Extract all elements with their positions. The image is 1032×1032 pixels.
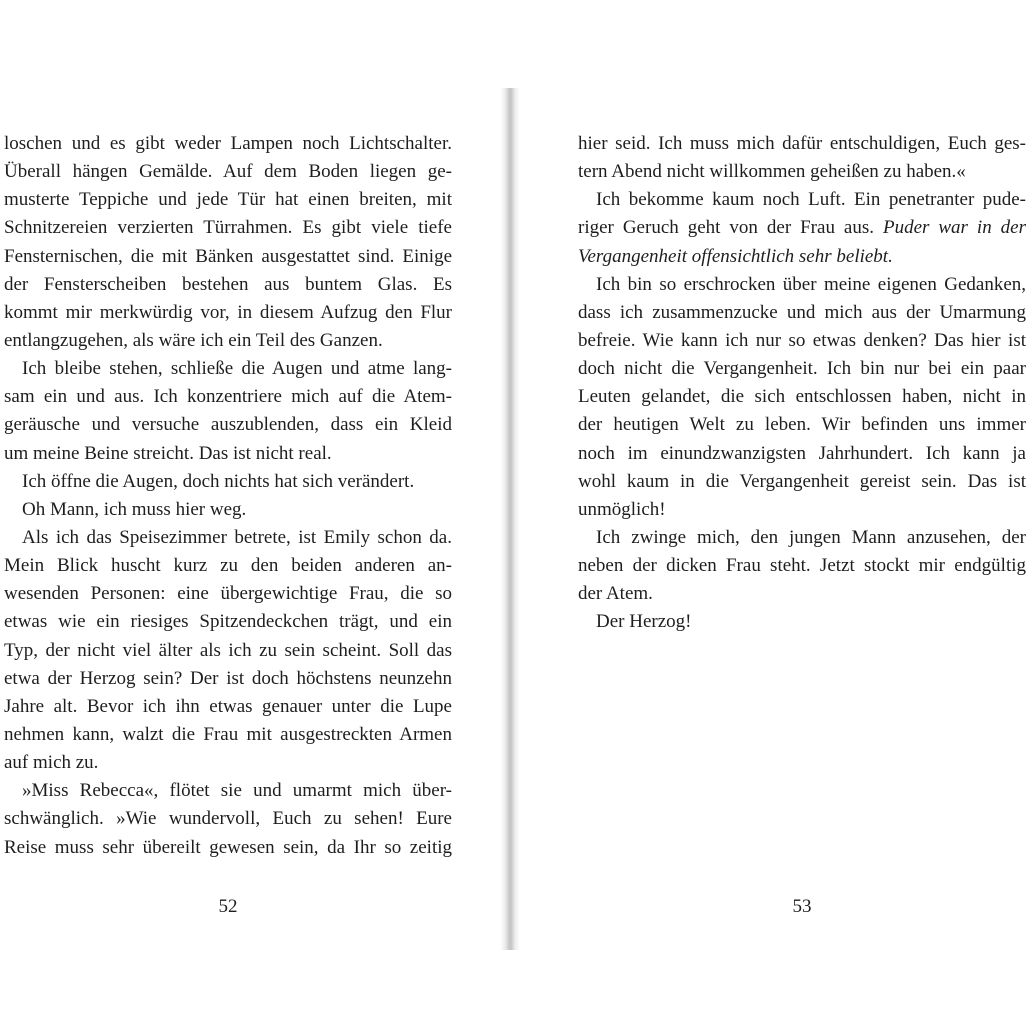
text-line-roman: entlangzugehen, als wäre ich ein Teil des Ganzen. xyxy=(4,329,383,351)
text-line-roman: auf mich zu. xyxy=(4,752,99,774)
text-line-roman: hier seid. Ich muss mich dafür entschuldigen, Euch ges- xyxy=(578,133,1026,154)
text-line xyxy=(578,130,1026,158)
text-line xyxy=(4,383,452,411)
text-line-roman: tern Abend nicht willkommen geheißen zu haben.« xyxy=(578,161,966,183)
text-line xyxy=(578,468,1026,496)
text-line xyxy=(4,299,452,327)
text-line xyxy=(578,327,1026,355)
text-line-roman: etwa der Herzog sein? Der ist doch höchstens neunzehn xyxy=(4,667,452,689)
text-line-roman: doch nicht die Vergangenheit. Ich bin nur bei ein paar xyxy=(578,358,1026,380)
text-line xyxy=(4,327,452,355)
text-line xyxy=(4,271,452,299)
text-line xyxy=(4,214,452,242)
text-line xyxy=(578,243,1026,271)
text-line xyxy=(4,130,452,158)
text-line-roman: dass ich zusammenzucke und mich aus der Umarmung xyxy=(578,301,1026,323)
page-number-right: 53 xyxy=(792,896,812,917)
text-line xyxy=(578,496,1026,524)
text-line xyxy=(4,552,452,580)
text-line xyxy=(4,186,452,214)
text-line-roman: Ich bleibe stehen, schließe die Augen und atme lang- xyxy=(22,358,452,380)
text-line-roman: der Fensterscheiben bestehen aus buntem Glas. Es xyxy=(4,273,452,295)
text-line-roman: wesenden Personen: eine übergewichtige Frau, die so xyxy=(4,583,452,605)
text-line xyxy=(578,299,1026,327)
text-line-roman: Ich bekomme kaum noch Luft. Ein penetranter pude- xyxy=(596,189,1026,211)
text-line-roman: kommt mir merkwürdig vor, in diesem Aufzug den Flur xyxy=(4,301,452,323)
text-line-roman: um meine Beine streicht. Das ist nicht real. xyxy=(4,442,332,464)
text-line-roman: Typ, der nicht viel älter als ich zu sein scheint. Soll das xyxy=(4,639,452,661)
text-line-italic: Vergangenheit offensichtlich sehr beliebt. xyxy=(578,245,893,267)
text-line-italic: Puder war in der xyxy=(882,217,1027,239)
text-line xyxy=(4,834,452,862)
text-line xyxy=(4,693,452,721)
book-gutter xyxy=(500,88,520,950)
right-page xyxy=(578,130,1026,637)
text-line xyxy=(4,580,452,608)
text-line-roman: sam ein und aus. Ich konzentriere mich auf die Atem- xyxy=(4,386,452,408)
text-line-roman: Jahre alt. Bevor ich ihn etwas genauer unter die Lupe xyxy=(4,695,452,717)
text-line xyxy=(4,243,452,271)
text-line-roman: noch im einundzwanzigsten Jahrhundert. Ich kann ja xyxy=(578,442,1026,464)
text-line xyxy=(4,665,452,693)
text-line xyxy=(578,552,1026,580)
text-line xyxy=(4,355,452,383)
text-line-roman: Ich zwinge mich, den jungen Mann anzusehen, der xyxy=(596,526,1026,548)
text-line-roman: Schnitzereien verzierten Türrahmen. Es gibt viele tiefe xyxy=(4,217,452,239)
text-line-roman: Fensternischen, die mit Bänken ausgestattet sind. Einige xyxy=(4,245,452,267)
text-line xyxy=(578,214,1026,242)
text-line xyxy=(4,805,452,833)
text-line-roman: der Atem. xyxy=(578,583,653,605)
text-line xyxy=(578,580,1026,608)
text-line xyxy=(578,440,1026,468)
text-line xyxy=(4,637,452,665)
text-line-roman: befreie. Wie kann ich nur so etwas denken? Das hier ist xyxy=(578,329,1026,351)
text-line-roman: schwänglich. »Wie wundervoll, Euch zu sehen! Eure xyxy=(4,808,452,830)
page-number-left: 52 xyxy=(218,896,238,917)
text-line xyxy=(4,468,452,496)
text-line-roman: Mein Blick huscht kurz zu den beiden anderen an- xyxy=(4,555,452,577)
text-line xyxy=(578,186,1026,214)
text-line xyxy=(578,383,1026,411)
text-line-roman: wohl kaum in die Vergangenheit gereist sein. Das ist xyxy=(578,470,1026,492)
text-line-roman: »Miss Rebecca«, flötet sie und umarmt mich über- xyxy=(22,780,452,802)
text-line xyxy=(4,496,452,524)
text-line xyxy=(4,721,452,749)
text-line-roman: Ich öffne die Augen, doch nichts hat sich verändert. xyxy=(22,470,415,492)
text-line-roman: neben der dicken Frau steht. Jetzt stockt mir endgültig xyxy=(578,555,1026,577)
text-line-roman: nehmen kann, walzt die Frau mit ausgestreckten Armen xyxy=(4,723,452,745)
text-line xyxy=(4,524,452,552)
text-line xyxy=(578,271,1026,299)
text-line xyxy=(578,411,1026,439)
text-line-roman: der heutigen Welt zu leben. Wir befinden uns immer xyxy=(578,414,1026,436)
text-line xyxy=(4,608,452,636)
text-line-roman: Der Herzog! xyxy=(596,611,692,633)
text-line-roman: Oh Mann, ich muss hier weg. xyxy=(22,498,247,520)
text-line xyxy=(4,777,452,805)
text-line xyxy=(578,158,1026,186)
text-line xyxy=(578,608,1026,636)
text-line-roman: Überall hängen Gemälde. Auf dem Boden liegen ge- xyxy=(4,161,452,183)
left-page xyxy=(4,130,452,862)
text-line xyxy=(4,440,452,468)
text-line-roman: etwas wie ein riesiges Spitzendeckchen trägt, und ein xyxy=(4,611,452,633)
text-line-roman: riger Geruch geht von der Frau aus. xyxy=(578,217,874,239)
text-line-roman: Leuten gelandet, die sich entschlossen haben, nicht in xyxy=(578,386,1026,408)
right-page-text xyxy=(578,130,1026,637)
text-line-roman: geräusche und versuche auszublenden, dass ein Kleid xyxy=(4,414,452,436)
text-line-roman: unmöglich! xyxy=(578,498,666,520)
text-line xyxy=(4,158,452,186)
text-line xyxy=(578,355,1026,383)
text-line xyxy=(4,749,452,777)
text-line-roman: Als ich das Speisezimmer betrete, ist Emily schon da. xyxy=(22,526,452,548)
text-line-roman: Ich bin so erschrocken über meine eigenen Gedanken, xyxy=(596,273,1026,295)
text-line xyxy=(4,411,452,439)
text-line xyxy=(578,524,1026,552)
text-line-roman: Reise muss sehr übereilt gewesen sein, da Ihr so zeitig xyxy=(4,836,452,858)
text-line-roman: loschen und es gibt weder Lampen noch Lichtschalter. xyxy=(4,133,452,154)
text-line-roman: musterte Teppiche und jede Tür hat einen breiten, mit xyxy=(4,189,452,211)
left-page-text xyxy=(4,130,452,862)
